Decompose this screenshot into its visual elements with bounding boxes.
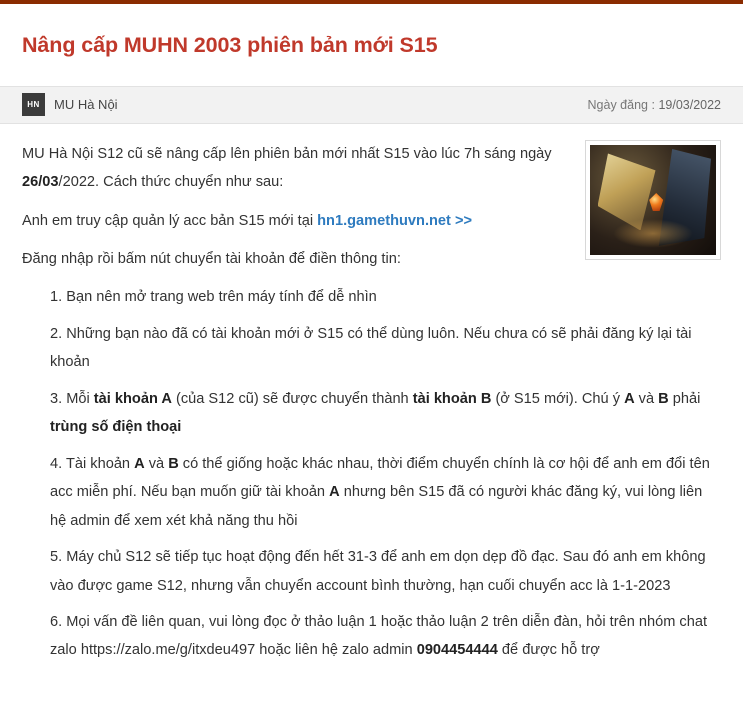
article-meta-bar xyxy=(0,86,743,124)
list-item xyxy=(22,608,721,665)
step-4-run-3: B xyxy=(168,455,179,472)
account-portal-link[interactable]: hn1.gamethuvn.net >> xyxy=(317,212,473,229)
step-6-run-2: để được hỗ trợ xyxy=(497,642,600,659)
step-3-run-9: trùng số điện thoại xyxy=(50,419,182,436)
page-title: Nâng cấp MUHN 2003 phiên bản mới S15 xyxy=(22,33,438,58)
step-4-run-6: nhưng bên S15 đã có người khác đăng ký, vui lòng liên hệ admin để xem xét khả năng thu hồi xyxy=(50,484,703,529)
intro-text-part-2: /2022. Cách thức chuyển như sau: xyxy=(58,174,284,191)
intro-text-part-1: MU Hà Nội S12 cũ sẽ nâng cấp lên phiên bản mới nhất S15 vào lúc 7h sáng ngày xyxy=(22,145,552,162)
step-1-run-0: 1. Bạn nên mở trang web trên máy tính để dễ nhìn xyxy=(50,289,377,306)
step-3-run-8: phải xyxy=(668,390,701,407)
list-item xyxy=(22,385,721,442)
step-5-run-0: 5. Máy chủ S12 sẽ tiếp tục hoạt động đến hết 31-3 để anh em dọn dẹp đồ đạc. Sau đó anh em không vào được game S12, nhưng vẫn chuyển account bình thường, hạn cuối chuyển acc là 1-1-2023 xyxy=(50,549,706,594)
list-item xyxy=(22,450,721,535)
list-item xyxy=(22,283,721,311)
step-3-run-2: (của S12 cũ) sẽ được chuyển thành xyxy=(171,390,413,407)
artwork-image xyxy=(590,145,716,255)
top-accent-rule xyxy=(0,0,743,4)
step-4-run-0: 4. Tài khoản xyxy=(50,455,135,472)
step-3-run-6: và xyxy=(634,390,659,407)
article-thumbnail[interactable] xyxy=(585,140,721,260)
author-block[interactable] xyxy=(22,93,118,116)
step-3-run-4: (ở S15 mới). Chú ý xyxy=(491,390,625,407)
step-4-run-5: A xyxy=(329,484,340,501)
step-4-run-2: và xyxy=(144,455,169,472)
step-3-run-3: tài khoản B xyxy=(412,390,492,407)
publish-date-value: 19/03/2022 xyxy=(658,97,721,112)
step-6-run-0: 6. Mọi vấn đề liên quan, vui lòng đọc ở thảo luận 1 hoặc thảo luận 2 trên diễn đàn, hỏi trên nhóm chat zalo https://zalo.me/g/itxdeu497 hoặc liên hệ zalo admin xyxy=(50,614,708,659)
step-3-run-7: B xyxy=(658,390,669,407)
step-4-run-4: có thể giống hoặc khác nhau, thời điểm chuyển chính là cơ hội để anh em đổi tên acc miễn phí. Nếu bạn muốn giữ tài khoản xyxy=(50,455,710,501)
artwork-gem-icon xyxy=(649,193,663,211)
author-name[interactable]: MU Hà Nội xyxy=(54,97,118,113)
login-instruction-paragraph: Đăng nhập rồi bấm nút chuyển tài khoản để điền thông tin: xyxy=(22,251,401,268)
list-item xyxy=(22,543,721,600)
artwork-glow xyxy=(613,219,694,248)
publish-date xyxy=(588,98,721,112)
article-content xyxy=(0,124,743,665)
step-3-run-1: tài khoản A xyxy=(93,390,172,407)
step-4-run-1: A xyxy=(134,455,145,472)
step-3-run-5: A xyxy=(624,390,635,407)
instruction-list xyxy=(22,283,721,664)
step-6-run-1: 0904454444 xyxy=(416,642,498,659)
avatar: HN xyxy=(22,93,45,116)
publish-date-label: Ngày đăng : xyxy=(587,97,655,112)
upgrade-date: 26/03 xyxy=(22,174,59,191)
step-3-run-0: 3. Mỗi xyxy=(50,390,94,407)
portal-text: Anh em truy cập quản lý acc bản S15 mới tại xyxy=(22,212,318,229)
list-item xyxy=(22,320,721,377)
step-2-run-0: 2. Những bạn nào đã có tài khoản mới ở S15 có thể dùng luôn. Nếu chưa có sẽ phải đăng ký lại tài khoản xyxy=(50,325,692,371)
